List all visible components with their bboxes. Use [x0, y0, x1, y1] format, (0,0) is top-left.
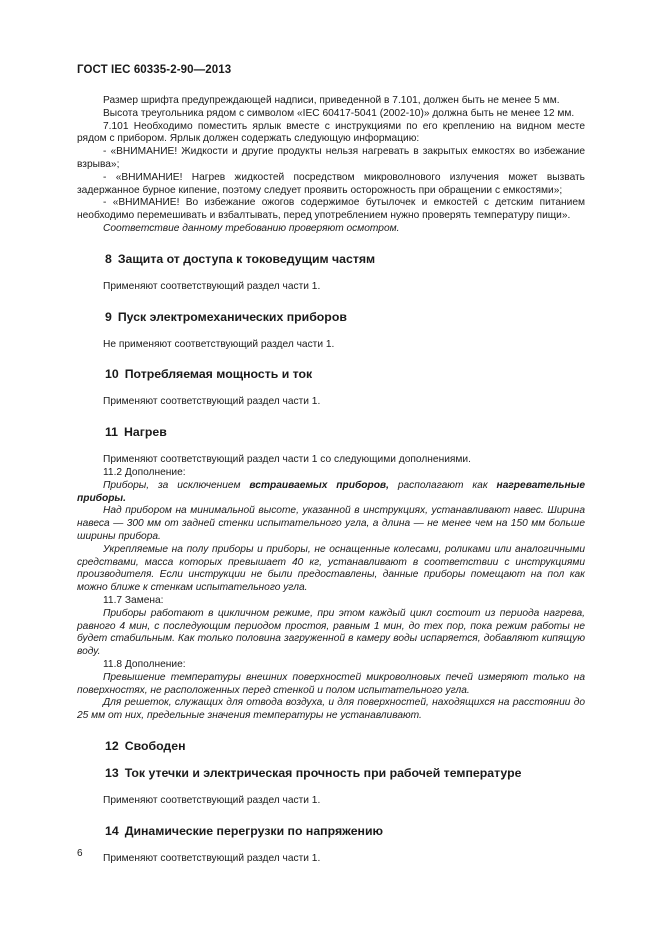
section-title: Защита от доступа к токоведущим частям	[117, 251, 376, 266]
clause-11-8: 11.8 Дополнение:	[103, 658, 186, 670]
section-title: Ток утечки и электрическая прочность при рабочей температуре	[124, 765, 522, 780]
warning-item-2: - «ВНИМАНИЕ! Нагрев жидкостей посредством микроволнового излучения может вызвать задержанное бурное кипение, поэтому следует проявить осторожность при обращении с емкостями»;	[77, 171, 585, 196]
section-number: 10	[105, 367, 119, 382]
intro-font-size: Размер шрифта предупреждающей надписи, приведенной в 7.101, должен быть не менее 5 мм.	[103, 95, 560, 106]
section-number: 9	[105, 309, 112, 324]
clause-11-8-para-2: Для решеток, служащих для отвода воздуха, и для поверхностей, находящихся на расстоянии до 25 мм от них, предельные значения температуры не устанавливают.	[77, 697, 585, 722]
section-11-text: Применяют соответствующий раздел части 1 со следующими дополнениями.	[103, 454, 471, 466]
section-title: Потребляемая мощность и ток	[124, 367, 313, 382]
clause-11-8-para-1: Превышение температуры внешних поверхностей микроволновых печей измеряют только на поверхностях, не расположенных перед стенкой и полом испытательного угла.	[77, 671, 585, 696]
section-14-heading	[105, 824, 585, 839]
intro-triangle-height: Высота треугольника рядом с символом «IEC 60417-5041 (2002-10)» должна быть не менее 12 мм.	[103, 107, 575, 119]
section-13-heading	[105, 766, 585, 781]
section-10-heading	[105, 367, 585, 382]
section-9-heading	[105, 310, 585, 325]
compliance-note: Соответствие данному требованию проверяют осмотром.	[103, 222, 400, 234]
term-heating-appliances: нагревательные приборы.	[77, 479, 585, 504]
warning-item-1: - «ВНИМАНИЕ! Жидкости и другие продукты нельзя нагревать в закрытых емкостях во избежание взрыва»;	[77, 146, 585, 170]
term-built-in-appliances: встраиваемых приборов,	[249, 479, 389, 491]
section-number: 12	[105, 738, 119, 753]
clause-11-7-para: Приборы работают в цикличном режиме, при этом каждый цикл состоит из периода нагрева, равного 4 мин, с последующим периодом простоя, равным 1 мин, до тех пор, пока режим работы не будет стабильным. Как только половина загруженной в камеру воды испаряется, добавляют кипящую воду.	[77, 607, 585, 658]
clause-11-2-para-3: Укрепляемые на полу приборы и приборы, не оснащенные колесами, роликами или аналогичными средствами, масса которых превышает 40 кг, устанавливают в соответствии с инструкциями производителя. Если инструкции не были предоставлены, данные приборы помещают на пол как можно ближе к стенкам испытательного угла.	[77, 543, 585, 594]
section-title: Нагрев	[124, 425, 167, 440]
section-12-heading	[105, 739, 585, 754]
section-number: 13	[105, 765, 119, 780]
page-number: 6	[77, 848, 83, 859]
section-title: Пуск электромеханических приборов	[117, 309, 347, 324]
section-13-text: Применяют соответствующий раздел части 1.	[103, 794, 321, 806]
section-8-text: Применяют соответствующий раздел части 1.	[103, 280, 321, 292]
section-11-heading	[105, 425, 585, 440]
clause-11-2-para-2: Над прибором на минимальной высоте, указанной в инструкциях, устанавливают навес. Ширина навеса — 300 мм от задней стенки испытательного угла, а длина — не менее чем на 150 мм больше ширины прибора.	[77, 505, 585, 542]
clause-11-7: 11.7 Замена:	[103, 594, 164, 606]
section-14-text: Применяют соответствующий раздел части 1.	[103, 852, 321, 864]
section-number: 14	[105, 823, 119, 838]
section-8-heading	[105, 252, 585, 267]
section-title: Свободен	[124, 738, 186, 753]
section-9-text: Не применяют соответствующий раздел части 1.	[103, 338, 335, 350]
section-number: 8	[105, 251, 112, 266]
warning-item-3: - «ВНИМАНИЕ! Во избежание ожогов содержимое бутылочек и емкостей с детским питанием необходимо перемешивать и взбалтывать, перед употреблением нужно проверять температуру пищи».	[77, 197, 585, 222]
section-number: 11	[105, 425, 118, 440]
section-title: Динамические перегрузки по напряжению	[124, 823, 384, 838]
clause-11-2-para-1: Приборы, за исключением встраиваемых приборов, располагают как нагревательные приборы.	[77, 479, 585, 504]
page-header: ГОСТ IEC 60335-2-90—2013	[77, 64, 232, 76]
clause-7-101: 7.101 Необходимо поместить ярлык вместе с инструкциями по его креплению на видном месте рядом с прибором. Ярлык должен содержать следующую информацию:	[77, 120, 585, 145]
clause-11-2: 11.2 Дополнение:	[103, 466, 186, 478]
section-10-text: Применяют соответствующий раздел части 1.	[103, 396, 321, 408]
page-content	[77, 95, 585, 865]
